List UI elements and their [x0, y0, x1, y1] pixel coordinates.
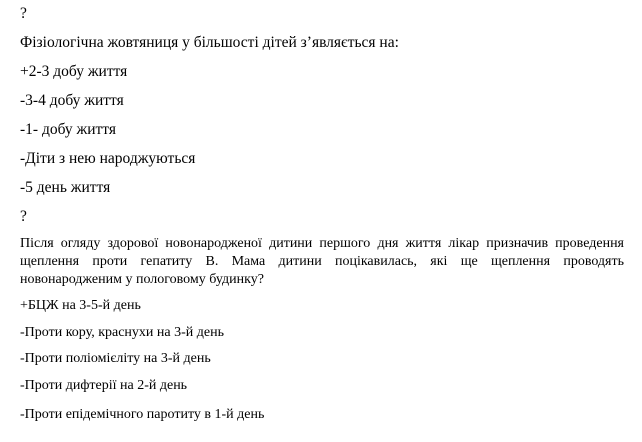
- answer-option: -5 день життя: [20, 179, 111, 196]
- answer-option: -1- добу життя: [20, 121, 116, 138]
- question-text: Фізіологічна жовтяниця у більшості дітей з’являється на:: [20, 34, 399, 51]
- answer-correct: +2-3 добу життя: [20, 63, 128, 80]
- answer-option: -Проти поліомієліту на 3-й день: [20, 351, 211, 366]
- answer-option: -Діти з нею народжуються: [20, 150, 196, 167]
- answer-option: -Проти кору, краснухи на 3-й день: [20, 325, 224, 340]
- answer-option: -Проти дифтерії на 2-й день: [20, 378, 188, 393]
- answer-option: -Проти епідемічного паротиту в 1-й день: [20, 407, 265, 422]
- question-marker: ?: [20, 5, 27, 22]
- question-text: Після огляду здорової новонародженої дитини першого дня життя лікар призначив проведення щеплення проти гепатиту В. Мама дитини поцікавилась, які ще щеплення проводять новонародженим у пологовому будинку?: [20, 236, 624, 287]
- question-marker: ?: [20, 208, 27, 225]
- answer-option: -3-4 добу життя: [20, 92, 124, 109]
- answer-correct: +БЦЖ на 3-5-й день: [20, 298, 141, 313]
